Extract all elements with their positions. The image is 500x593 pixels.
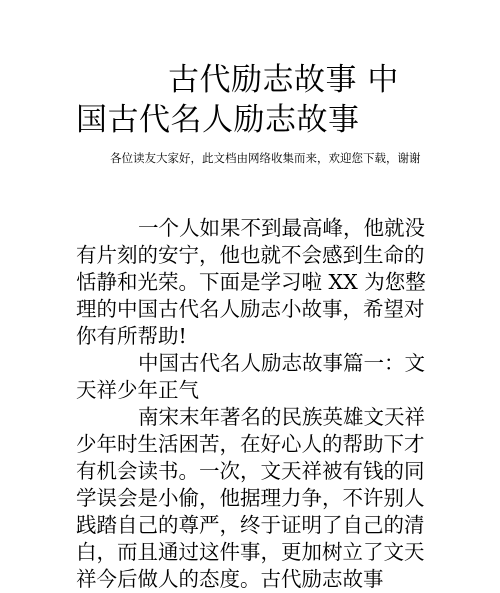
- section-heading: 中国古代名人励志故事篇一：文天祥少年正气: [76, 351, 425, 402]
- greeting-note: 各位读友大家好，此文档由网络收集而来，欢迎您下载，谢谢: [110, 151, 421, 165]
- story-paragraph: 南宋末年著名的民族英雄文天祥少年时生活困苦，在好心人的帮助下才有机会读书。一次，文天祥被有钱的同学误会是小偷，他据理力争，不许别人践踏自己的尊严，终于证明了自己的清白，而且通过这件事，更加树立了文天祥今后做人的态度。古代励志故事: [76, 405, 425, 591]
- document-title: 古代励志故事 中国古代名人励志故事: [76, 62, 399, 138]
- intro-paragraph: 一个人如果不到最高峰，他就没有片刻的安宁，他也就不会感到生命的恬静和光荣。下面是学习啦 XX 为您整理的中国古代名人励志小故事，希望对你有所帮助!: [76, 216, 426, 348]
- document-body: [76, 215, 426, 593]
